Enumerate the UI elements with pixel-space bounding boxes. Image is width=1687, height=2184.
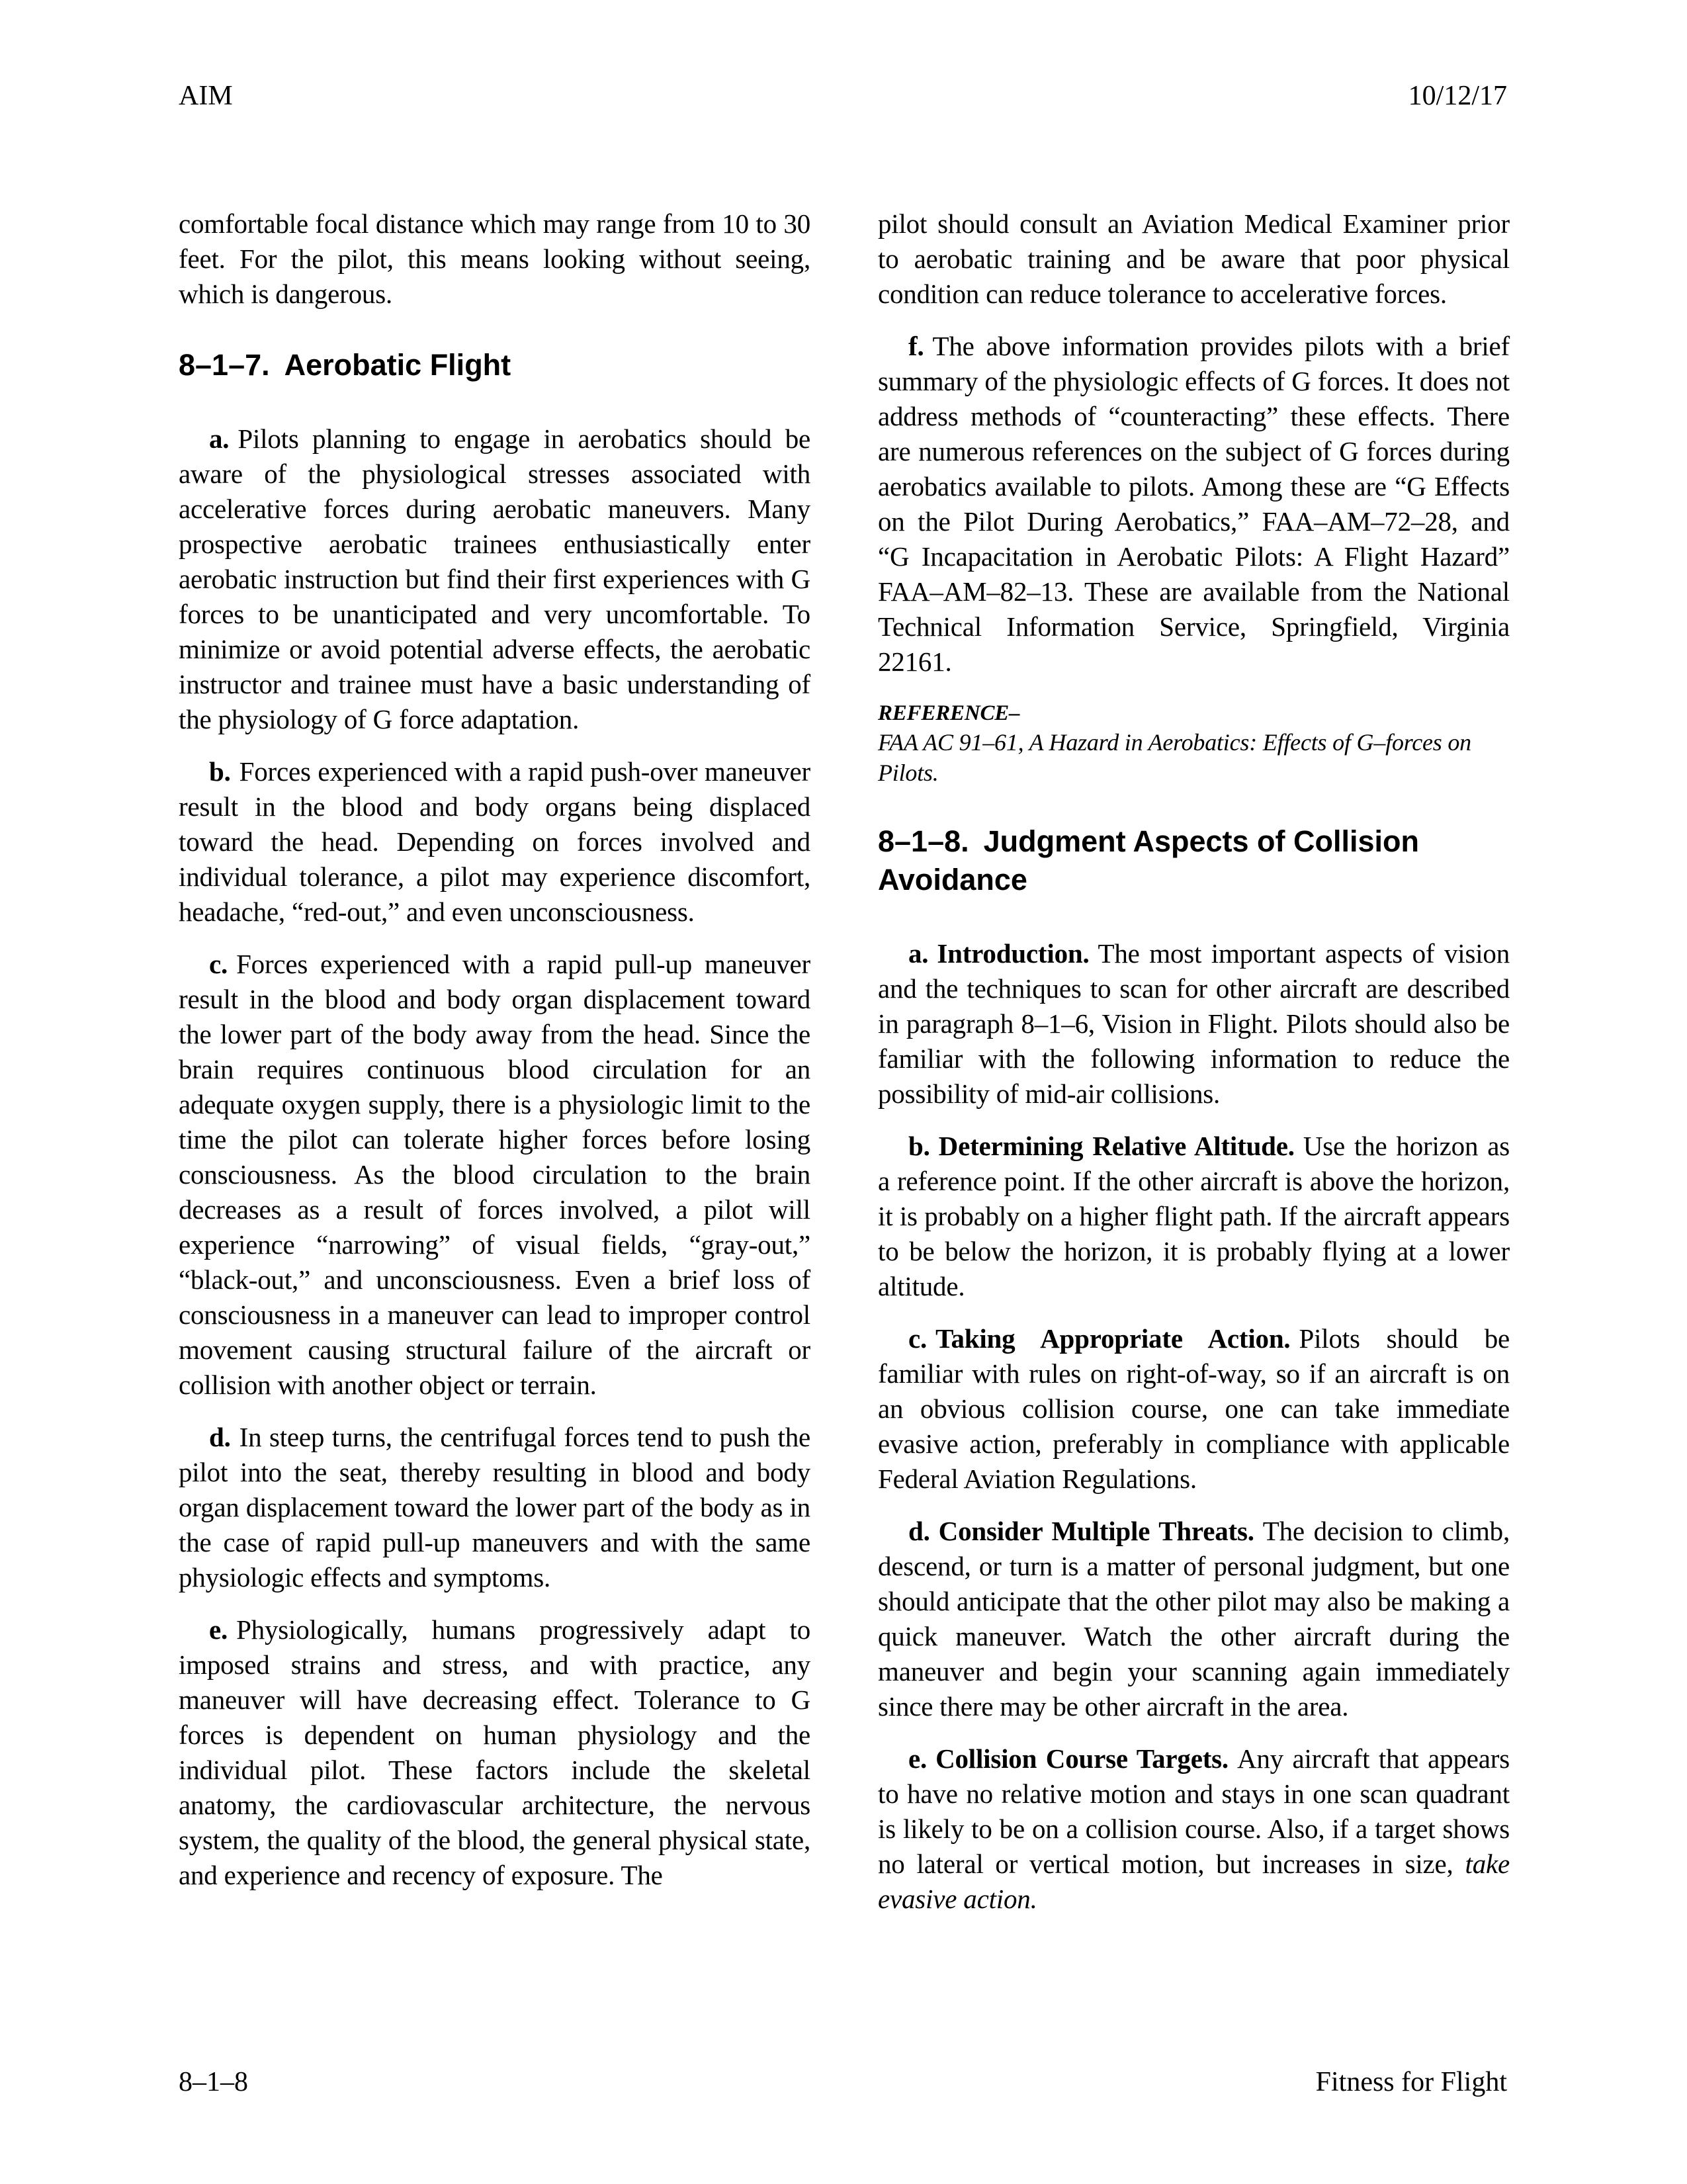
- paragraph-title: Collision Course Targets.: [935, 1743, 1229, 1774]
- page-header: [179, 79, 1507, 112]
- paragraph-c: c. Taking Appropriate Action. Pilots should be familiar with rules on right-of-way, so if an aircraft is on an obvious collision course, one can take immediate evasive action, preferably in compliance with applicable Federal Aviation Regulations.: [878, 1323, 1510, 1494]
- section-heading-8-1-8: [878, 822, 1510, 899]
- paragraph-title: Determining Relative Altitude.: [938, 1131, 1295, 1161]
- paragraph-f: f. The above information provides pilots with a brief summary of the physiologic effects of G forces. It does not address methods of “counteracting” these effects. There are numerous references on the subject of G forces during aerobatics available to pilots. Among these are “G Effects on the Pilot During Aerobatics,” FAA–AM–72–28, and “G Incapacitation in Aerobatic Pilots: A Flight Hazard” FAA–AM–82–13. These are available from the National Technical Information Service, Springfield, Virginia 22161.: [878, 331, 1510, 677]
- reference-text: FAA AC 91–61, A Hazard in Aerobatics: Effects of G–forces on Pilots.: [878, 729, 1471, 786]
- paragraph-letter: e.: [908, 1743, 928, 1774]
- paragraph-letter: f.: [908, 331, 924, 361]
- paragraph-letter: a.: [908, 938, 929, 969]
- section-title: Aerobatic Flight: [284, 348, 511, 382]
- header-document-code: AIM: [179, 81, 233, 111]
- paragraph-d: d. In steep turns, the centrifugal forces tend to push the pilot into the seat, thereby resulting in blood and body organ displacement toward the lower part of the body as in the case of rapid pull-up maneuvers and with the same physiologic effects and symptoms.: [179, 1422, 810, 1593]
- paragraph-continuation: pilot should consult an Aviation Medical Examiner prior to aerobatic training and be aware that poor physical condition can reduce tolerance to accelerative forces.: [878, 208, 1510, 309]
- section-number: 8–1–7.: [179, 348, 270, 382]
- reference-label: REFERENCE–: [878, 701, 1020, 725]
- paragraph-title: Taking Appropriate Action.: [935, 1323, 1291, 1354]
- page-footer: [179, 2066, 1507, 2099]
- paragraph-e: e. Collision Course Targets. Any aircraft that appears to have no relative motion and stays in one scan quadrant is likely to be on a collision course. Also, if a target shows no lateral or vertical motion, but increases in size, take evasive action.: [878, 1743, 1510, 1914]
- section-number: 8–1–8.: [878, 824, 969, 858]
- footer-page-number: 8–1–8: [179, 2067, 248, 2097]
- paragraph-a: a. Introduction. The most important aspects of vision and the techniques to scan for other aircraft are described in paragraph 8–1–6, Vision in Flight. Pilots should also be familiar with the following information to reduce the possibility of mid-air collisions.: [878, 938, 1510, 1109]
- header-revision-date: 10/12/17: [1408, 81, 1507, 111]
- paragraph-b: b. Determining Relative Altitude. Use the horizon as a reference point. If the other aircraft is above the horizon, it is probably on a higher flight path. If the aircraft appears to be below the horizon, it is probably flying at a lower altitude.: [878, 1131, 1510, 1301]
- paragraph-letter: b.: [908, 1131, 930, 1161]
- paragraph-b: b. Forces experienced with a rapid push-over maneuver result in the blood and body organs being displaced toward the head. Depending on forces involved and individual tolerance, a pilot may experience discomfort, headache, “red-out,” and even unconsciousness.: [179, 756, 810, 927]
- paragraph-a: a. Pilots planning to engage in aerobatics should be aware of the physiological stresses associated with accelerative forces during aerobatic maneuvers. Many prospective aerobatic trainees enthusiastically enter aerobatic instruction but find their first experiences with G forces to be unanticipated and very uncomfortable. To minimize or avoid potential adverse effects, the aerobatic instructor and trainee must have a basic understanding of the physiology of G force adaptation.: [179, 423, 810, 734]
- paragraph-letter: d.: [908, 1516, 930, 1546]
- section-heading-8-1-7: [179, 346, 810, 384]
- paragraph-d: d. Consider Multiple Threats. The decision to climb, descend, or turn is a matter of personal judgment, but one should anticipate that the other pilot may also be making a quick maneuver. Watch the other aircraft during the maneuver and begin your scanning again immediately since there may be other aircraft in the area.: [878, 1516, 1510, 1722]
- paragraph-e: e. Physiologically, humans progressively adapt to imposed strains and stress, and with practice, any maneuver will have decreasing effect. Tolerance to G forces is dependent on human physiology and the individual pilot. These factors include the skeletal anatomy, the cardiovascular architecture, the nervous system, the quality of the blood, the general physical state, and experience and recency of exposure. The: [179, 1614, 810, 1890]
- paragraph-title: Consider Multiple Threats.: [938, 1516, 1254, 1546]
- paragraph-letter: c.: [908, 1323, 928, 1354]
- footer-chapter-title: Fitness for Flight: [1315, 2067, 1507, 2097]
- paragraph-letter: a.: [209, 423, 230, 454]
- paragraph-letter: c.: [209, 949, 228, 979]
- right-column: [878, 206, 1510, 1934]
- left-column: [179, 206, 810, 1910]
- paragraph-title: Introduction.: [937, 938, 1090, 969]
- reference-block: [878, 699, 1510, 788]
- paragraph-letter: d.: [209, 1422, 231, 1452]
- paragraph-c: c. Forces experienced with a rapid pull-up maneuver result in the blood and body organ displacement toward the lower part of the body away from the head. Since the brain requires continuous blood circulation for an adequate oxygen supply, there is a physiologic limit to the time the pilot can tolerate higher forces before losing consciousness. As the blood circulation to the brain decreases as a result of forces involved, a pilot will experience “narrowing” of visual fields, “gray-out,” “black-out,” and unconsciousness. Even a brief loss of consciousness in a maneuver can lead to improper control movement causing structural failure of the aircraft or collision with another object or terrain.: [179, 949, 810, 1400]
- paragraph-letter: e.: [209, 1614, 228, 1645]
- italic-phrase: take evasive action.: [878, 1849, 1510, 1914]
- section-title: Judgment Aspects of Collision Avoidance: [878, 824, 1420, 896]
- paragraph-continuation: comfortable focal distance which may range from 10 to 30 feet. For the pilot, this means looking without seeing, which is dangerous.: [179, 208, 810, 309]
- paragraph-letter: b.: [209, 756, 231, 787]
